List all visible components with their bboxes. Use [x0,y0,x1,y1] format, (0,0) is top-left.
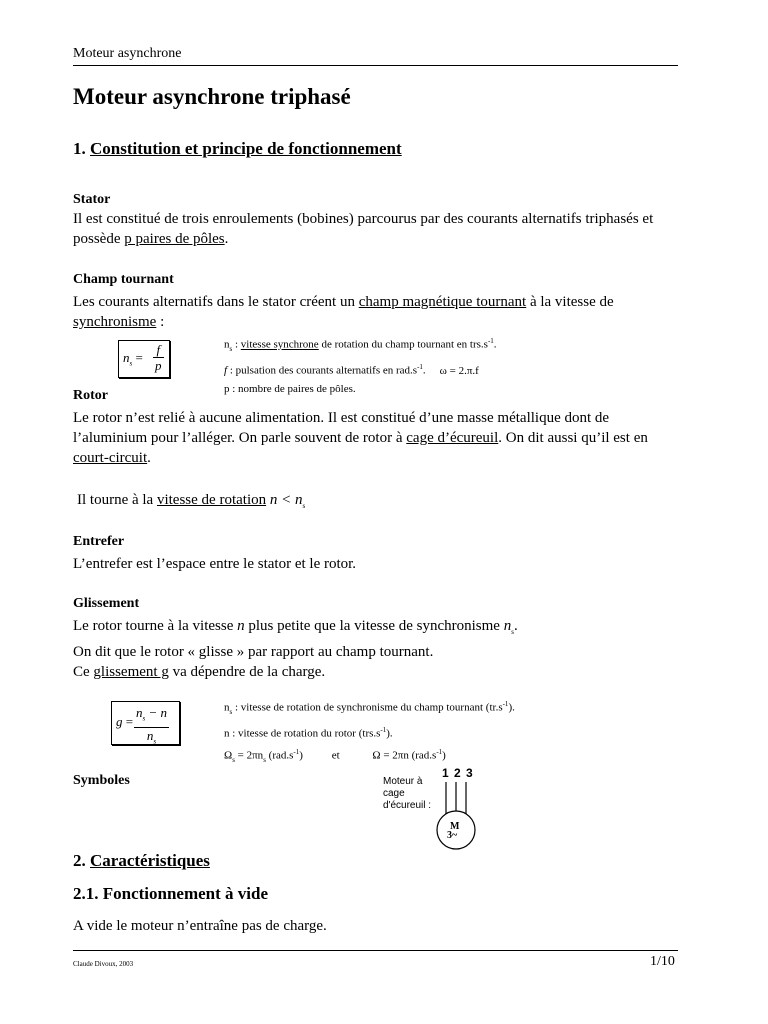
champ-paragraph [73,292,683,332]
glissement-definitions [224,695,644,768]
synchronous-speed-formula: $n_s$ = $\frac{f}{p}$ [118,340,170,378]
champ-line-1: Les courants alternatifs dans le stator créent un champ magnétique tournant à la vitesse de [73,294,614,310]
motor-label: Moteur à cage d'écureuil : [383,776,432,811]
def-f: f : pulsation des courants alternatifs en $rad.s^{-1}$. ω = 2.π.f [224,362,479,377]
short-circuit-term: court-circuit [73,450,148,466]
pole-pairs-term: p paires de pôles [124,231,225,247]
glissement-line-1: Le rotor tourne à la vitesse n plus petite que la vitesse de synchronisme $n_s$. [73,618,518,636]
champ-definitions [224,332,644,398]
header-rule [73,65,678,66]
stator-heading: Stator [73,192,111,207]
rotor-line-2: l’aluminium pour l’alléger. On parle souvent de rotor à cage d’écureuil. On dit aussi qu’il est en [73,430,648,446]
slip-numerator: $n_s - n$ [134,705,169,728]
rotating-field-term: champ magnétique tournant [358,294,527,310]
formula-denominator: p [155,358,162,373]
section-2-heading: 2. Caractéristiques [73,851,210,870]
synchronism-term: synchronisme [73,314,157,330]
slip-term: glissement g [93,664,169,680]
glissement-line-3: Ce glissement g va dépendre de la charge. [73,664,326,680]
section-2-1-heading: 2.1. Fonctionnement à vide [73,884,269,903]
section-2-title: Caractéristiques [90,851,210,870]
section-1-title: Constitution et principe de fonctionnement [90,139,402,158]
section-1-number: 1. [73,139,90,158]
page-title: Moteur asynchrone triphasé [73,84,351,109]
champ-line-2: synchronisme : [73,314,165,330]
slip-denominator: $n_s$ [146,727,157,746]
def-ns-slip: $n_s$ : vitesse de rotation de synchronisme du champ tournant $(tr.s^{-1})$. [224,700,515,716]
rotor-speed-line: Il tourne à la vitesse de rotation $n < n_s$ [77,492,306,510]
entrefer-line: L’entrefer est l’espace entre le stator et le rotor. [73,556,357,572]
running-header: Moteur asynchrone [73,46,182,61]
stator-paragraph [73,209,683,249]
rotor-line-1: Le rotor n’est relié à aucune alimentation. Il est constitué d’une masse métallique dont de [73,410,610,426]
footer-author: Claude Divoux, 2003 [73,960,134,968]
rotor-paragraph [73,408,683,468]
squirrel-cage-term: cage d’écureuil [406,430,499,446]
vide-line: A vide le moteur n’entraîne pas de charge. [73,918,327,934]
motor-letter: M [450,821,460,832]
page-number: 1/10 [650,954,675,969]
def-omega: $\Omega_s = 2\pi n_s$ $(rad.s^{-1})$ et Ω = 2πn $(rad.s^{-1})$ [224,747,446,764]
formula-numerator: f [153,342,164,358]
stator-line-2: possède p paires de pôles. [73,231,229,247]
glissement-paragraph [73,616,683,682]
rotor-line-3: court-circuit. [73,450,151,466]
def-p: p : nombre de paires de pôles. [224,382,356,395]
def-ns: $n_s$ : vitesse synchrone de rotation du champ tournant en $trs.s^{-1}$. [224,337,497,353]
slip-formula: g = $\frac{n_s - n}{n_s}$ [111,701,180,745]
rotor-heading: Rotor [73,388,108,403]
def-n-slip: n : vitesse de rotation du rotor $(trs.s^{-1})$. [224,725,393,740]
footer-rule [73,950,678,951]
entrefer-heading: Entrefer [73,534,125,549]
section-1-heading [73,139,402,159]
champ-heading: Champ tournant [73,272,174,287]
glissement-line-2: On dit que le rotor « glisse » par rapport au champ tournant. [73,644,434,660]
symboles-heading: Symboles [73,773,130,788]
motor-circle-icon [380,766,490,856]
stator-line-1: Il est constitué de trois enroulements (bobines) parcourus par des courants alternatifs triphasés et [73,211,654,227]
rotation-speed-term: vitesse de rotation [156,492,267,508]
glissement-heading: Glissement [73,596,140,611]
motor-phase: 3~ [447,830,458,841]
phase-labels: 1 2 3 [442,766,474,780]
motor-symbol [380,766,490,856]
